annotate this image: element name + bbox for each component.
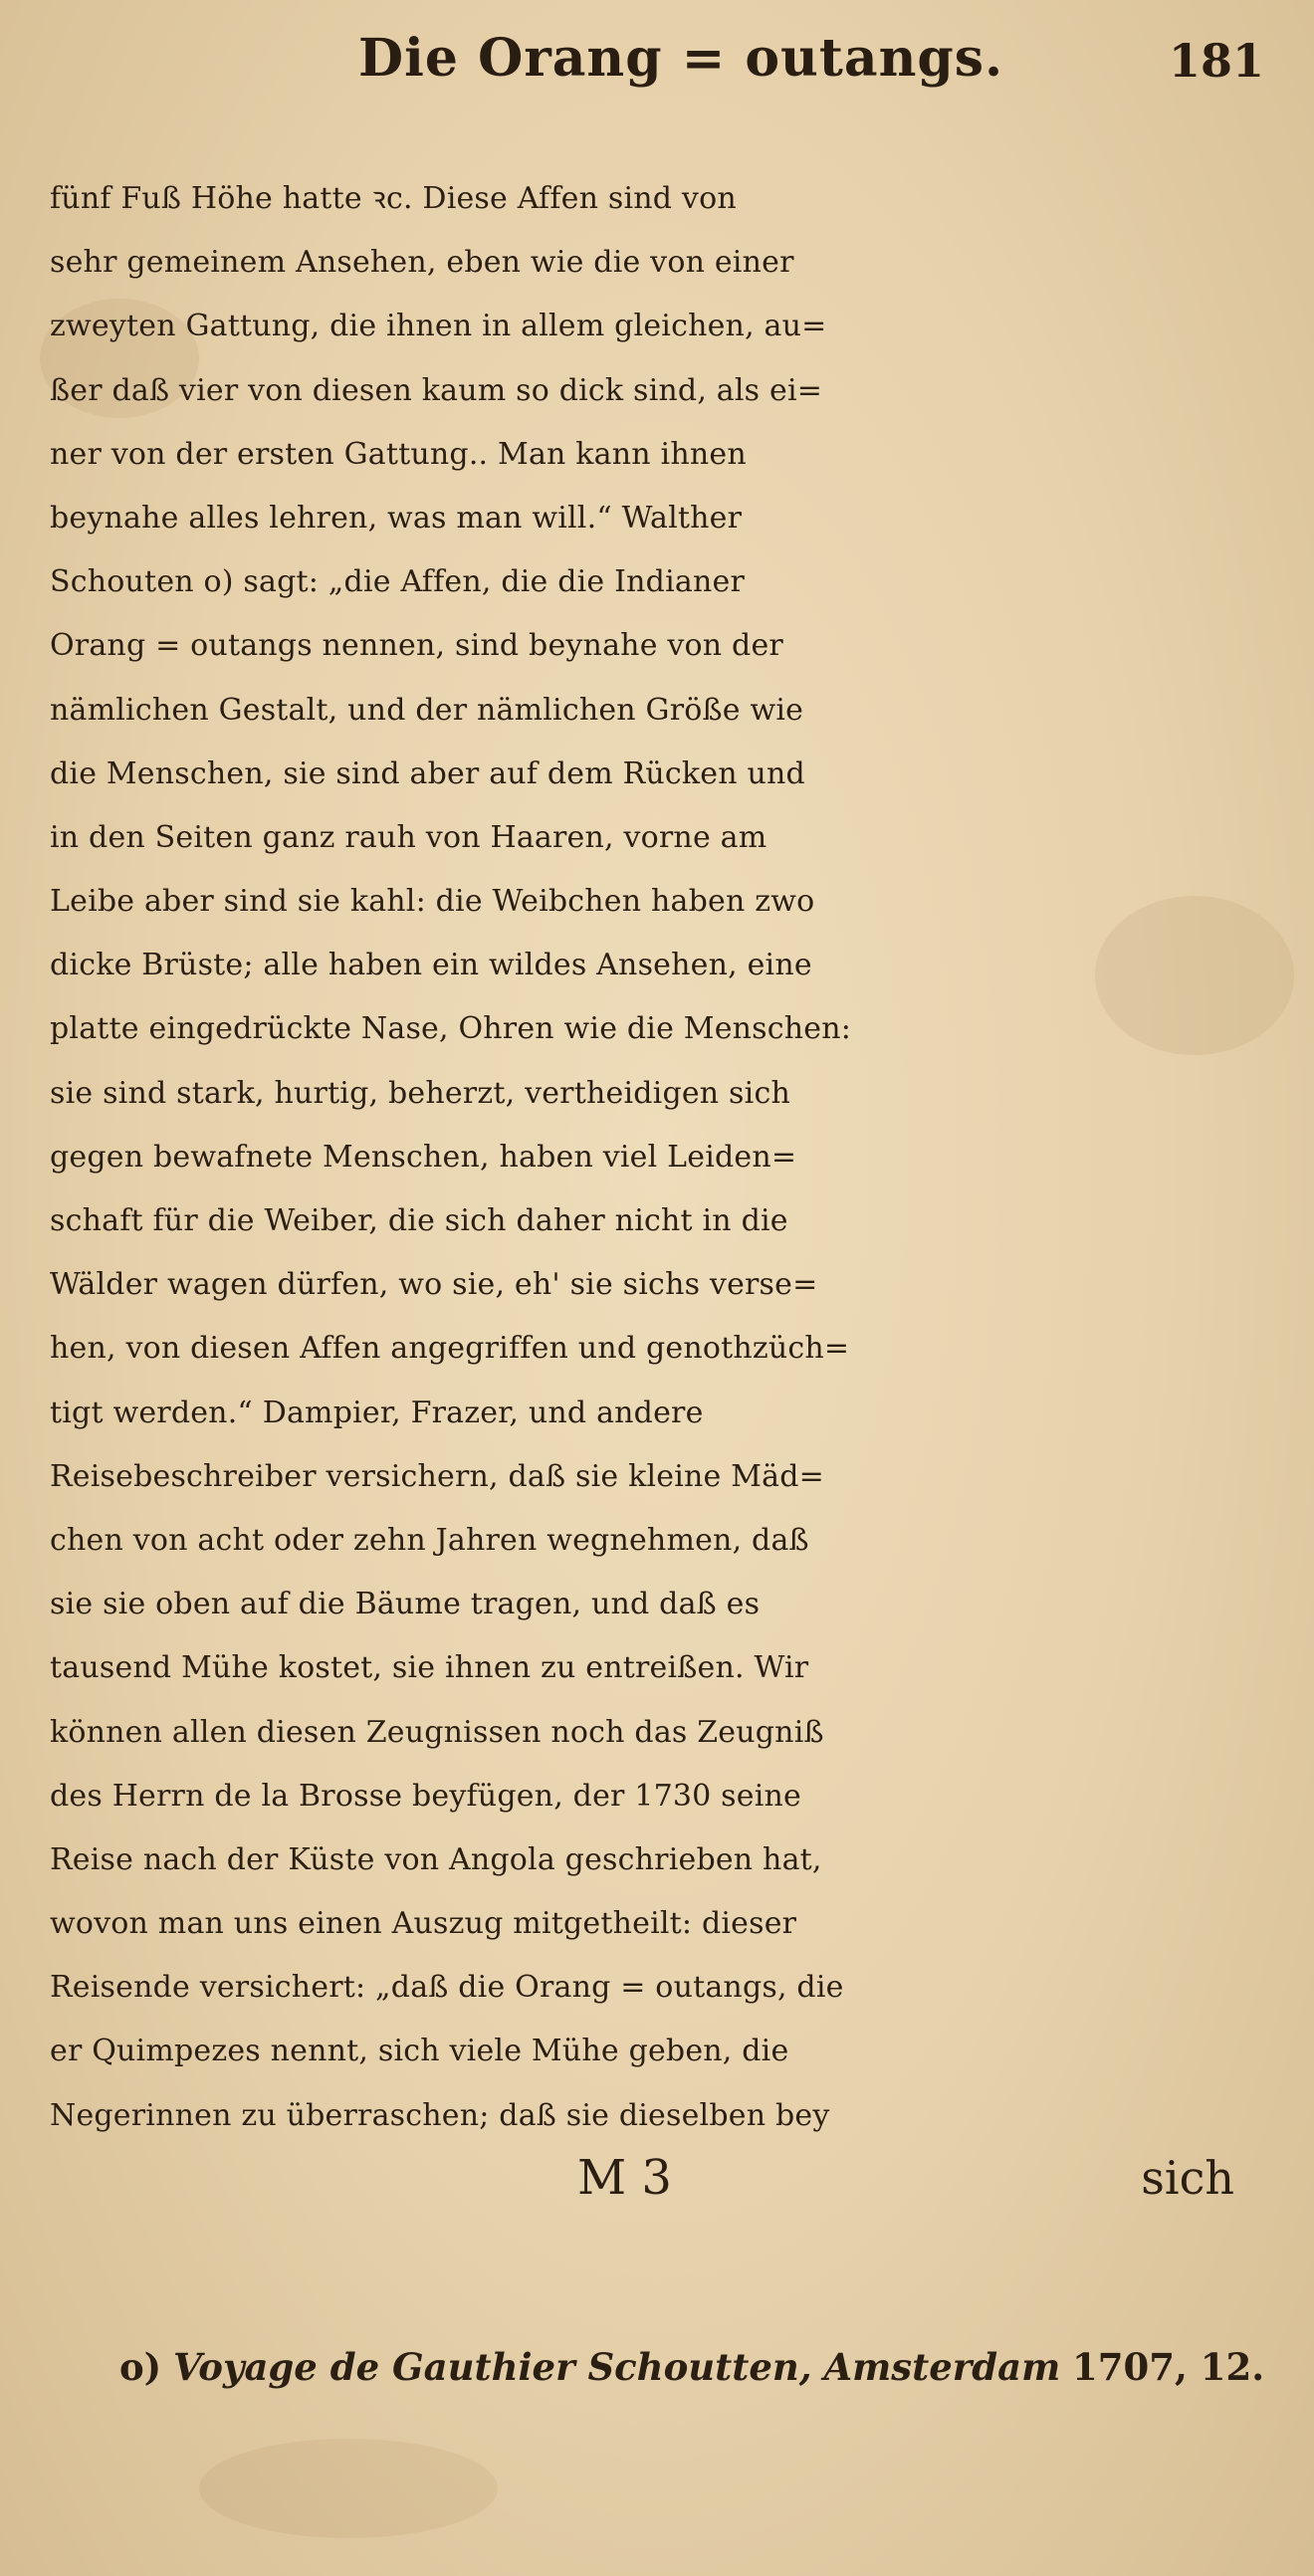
text-line: Wälder wagen dürfen, wo sie, eh' sie sichs versе= [50,1267,818,1303]
text-line: Negerinnen zu überraschen; daß sie dieselben bey [50,2097,830,2133]
footnote-title: Voyage de Gauthier Schoutten, [172,2345,812,2389]
text-line: tausend Mühe kostet, sie ihnen zu entreißen. Wir [50,1650,809,1686]
catchword: sich [1141,2151,1234,2205]
footnote-year: 1707, 12. [1072,2345,1265,2389]
footnote [119,2337,1264,2397]
paper-stain [199,2439,498,2538]
text-line: tigt werden.“ Dampier, Frazer, und andere [50,1395,704,1430]
page-number: 181 [1168,34,1264,88]
text-line: ßer daß vier von diesen kaum so dick sind, als ei= [50,372,823,408]
text-line: er Quimpezes nennt, sich viele Mühe geben, die [50,2034,789,2069]
text-line: ner von der ersten Gattung.. Man kann ihnen [50,436,747,472]
text-line: sie sie oben auf die Bäume tragen, und daß es [50,1587,761,1622]
text-line: zweyten Gattung, die ihnen in allem gleichen, au= [50,309,827,344]
text-line: schaft für die Weiber, die sich daher nicht in die [50,1203,788,1238]
text-line: sehr gemeinem Ansehen, eben wie die von einer [50,245,794,281]
text-line: platte eingedrückte Nase, Ohren wie die Menschen: [50,1011,852,1047]
body-text [50,167,1274,2148]
text-line: die Menschen, sie sind aber auf dem Rücken und [50,755,805,791]
running-head [0,22,1314,111]
text-line: Leibe aber sind sie kahl: die Weibchen haben zwo [50,884,815,920]
text-line: Reisebeschreiber versichern, daß sie kleine Mäd= [50,1458,824,1494]
text-line: fünf Fuß Höhe hatte ꝛc. Diese Affen sind von [50,181,737,216]
footnote-marker: o) [119,2345,162,2389]
text-line: Schouten o) sagt: „die Affen, die die Indianer [50,564,745,600]
running-head-title: Die Orang = outangs. [358,28,1004,89]
text-line: Reise nach der Küste von Angola geschrieben hat, [50,1841,822,1877]
text-line: Reisende versichert: „daß die Orang = outangs, die [50,1970,844,2006]
text-line: wovon man uns einen Auszug mitgetheilt: dieser [50,1906,797,1942]
text-line: sie sind stark, hurtig, beherzt, vertheidigen sich [50,1075,790,1111]
signature-mark: M 3 [577,2150,672,2206]
text-line: chen von acht oder zehn Jahren wegnehmen, daß [50,1522,809,1558]
text-line: nämlichen Gestalt, und der nämlichen Größe wie [50,692,804,728]
text-line: können allen diesen Zeugnissen noch das Zeugniß [50,1714,824,1750]
text-line: des Herrn de la Brosse beyfügen, der 1730 seine [50,1778,802,1814]
footnote-place: Amsterdam [823,2345,1061,2389]
text-line: Orang = outangs nennen, sind beynahe von der [50,628,783,664]
text-line: in den Seiten ganz rauh von Haaren, vorne am [50,819,767,855]
text-line: hen, von diesen Affen angegriffen und genothzüch= [50,1331,850,1367]
text-line: dicke Brüste; alle haben ein wildes Ansehen, eine [50,948,812,983]
text-line: beynahe alles lehren, was man will.“ Walther [50,500,743,536]
text-line: gegen bewafnete Menschen, haben viel Leiden= [50,1139,797,1175]
